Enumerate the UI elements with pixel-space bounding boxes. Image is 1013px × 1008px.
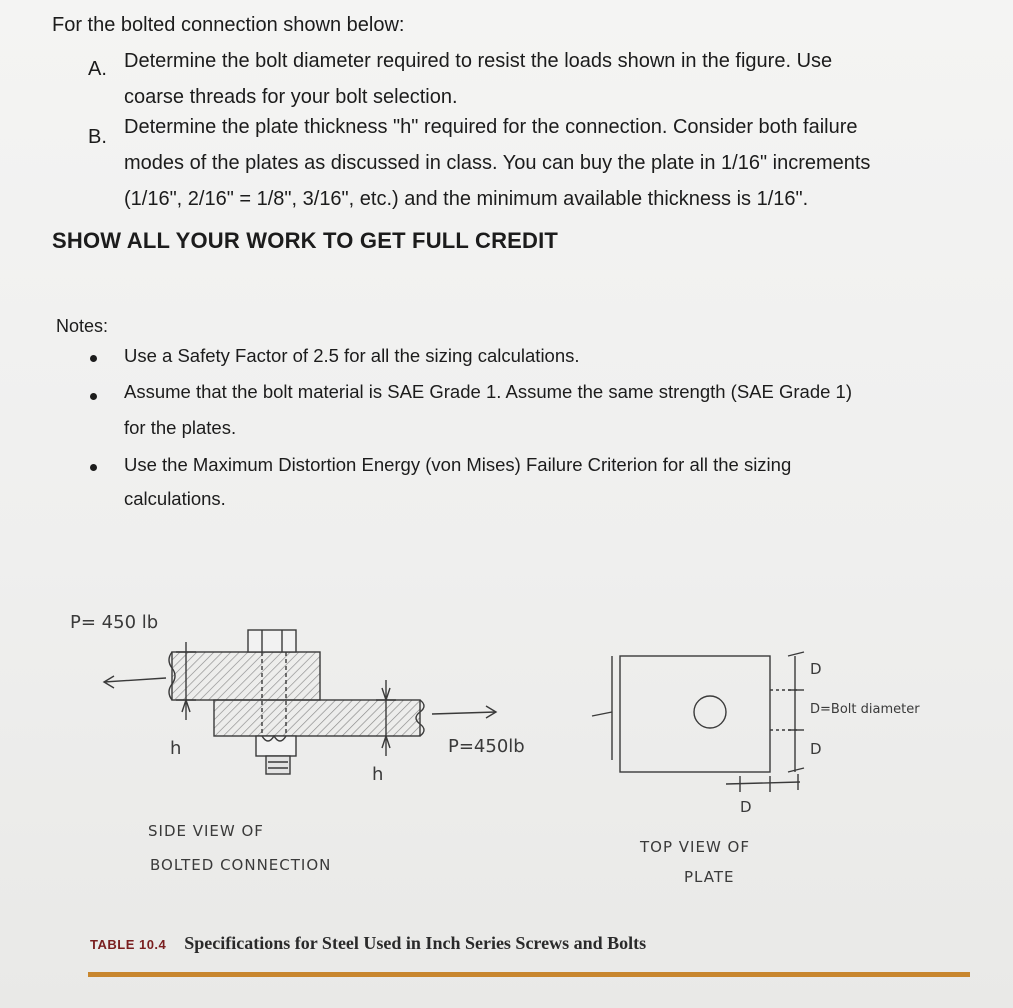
top-view-caption-line-1: TOP VIEW OF — [640, 838, 750, 856]
part-a-line-1: Determine the bolt diameter required to resist the loads shown in the figure. Use — [124, 50, 833, 72]
note-item-2-line-2: for the plates. — [124, 417, 237, 438]
load-arrow-right — [432, 712, 496, 714]
part-b-line-3: (1/16", 2/16" = 1/8", 3/16", etc.) and the minimum available thickness is 1/16". — [124, 188, 809, 210]
bolt-head — [248, 630, 296, 652]
part-a-label: A. — [88, 58, 107, 80]
part-b-line-2: modes of the plates as discussed in class. You can buy the plate in 1/16" increments — [124, 152, 871, 174]
lower-plate — [214, 700, 420, 736]
top-view-caption-line-2: PLATE — [684, 868, 735, 886]
table-rule — [88, 972, 970, 977]
top-view-drawing — [592, 652, 804, 792]
load-right-label: P=450lb — [448, 736, 525, 757]
problem-intro: For the bolted connection shown below: — [52, 14, 405, 36]
bolt-tail — [266, 756, 290, 774]
d-right-label: D — [810, 740, 823, 758]
d-definition-label: D=Bolt diameter — [810, 702, 920, 717]
upper-plate — [172, 652, 320, 700]
side-view-caption-line-2: BOLTED CONNECTION — [150, 856, 332, 874]
h-left-label: h — [170, 738, 182, 759]
table-caption — [90, 933, 646, 954]
h-right-label: h — [372, 764, 384, 785]
note-item-2-line-1: Assume that the bolt material is SAE Grade 1. Assume the same strength (SAE Grade 1) — [124, 381, 853, 402]
load-arrow-left — [104, 678, 166, 682]
table-title: Specifications for Steel Used in Inch Series Screws and Bolts — [184, 933, 647, 953]
note-item-1: Use a Safety Factor of 2.5 for all the sizing calculations. — [124, 345, 580, 366]
part-a-line-2: coarse threads for your bolt selection. — [124, 86, 458, 108]
d-dimension-horizontal — [726, 782, 800, 784]
note-item-3-line-2: calculations. — [124, 488, 226, 509]
table-number: TABLE 10.4 — [90, 937, 167, 952]
load-left-label: P= 450 lb — [70, 612, 159, 633]
part-b-line-1: Determine the plate thickness "h" required for the connection. Consider both failure — [124, 116, 858, 138]
side-view-drawing — [104, 630, 496, 774]
part-b-label: B. — [88, 126, 107, 148]
show-work-heading: SHOW ALL YOUR WORK TO GET FULL CREDIT — [52, 228, 559, 253]
d-top-label: D — [810, 660, 823, 678]
notes-title: Notes: — [56, 316, 109, 336]
d-bottom-label: D — [740, 798, 753, 816]
bolt-hole — [694, 696, 726, 728]
note-item-3-line-1: Use the Maximum Distortion Energy (von Mises) Failure Criterion for all the sizing — [124, 454, 792, 475]
side-view-caption-line-1: SIDE VIEW OF — [148, 822, 264, 840]
plate-outline — [620, 656, 770, 772]
